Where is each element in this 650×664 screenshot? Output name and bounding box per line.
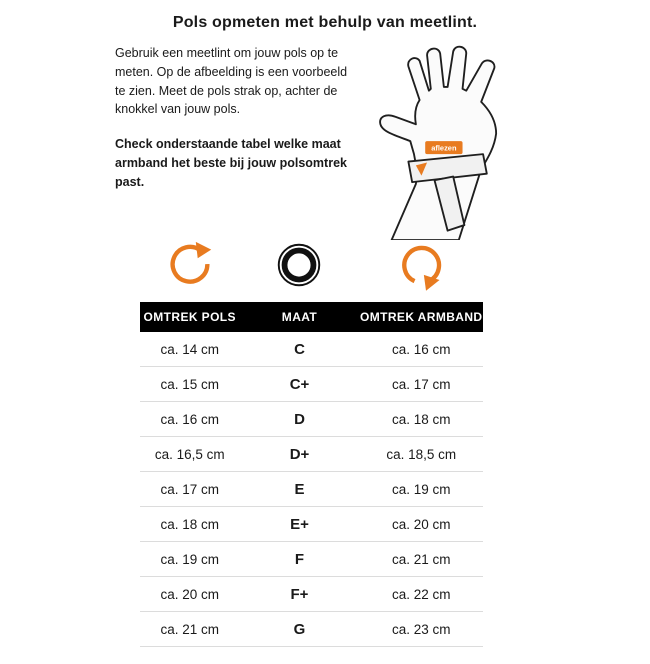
table-cell: D [294, 410, 305, 428]
table-cell: F+ [290, 585, 309, 603]
table-cell: ca. 22 cm [391, 586, 451, 602]
intro-paragraph-bold: Check onderstaande tabel welke maat armband het beste bij jouw polsomtrek past. [115, 137, 347, 189]
table-cell: F [294, 550, 305, 568]
table-cell: G [293, 620, 306, 638]
size-table-header [140, 302, 483, 332]
header-omtrek-armband: OMTREK ARMBAND [360, 310, 483, 324]
wrist-measurement-illustration [361, 44, 551, 240]
header-omtrek-pols: OMTREK POLS [143, 310, 236, 324]
table-row [140, 612, 483, 647]
table-row [140, 402, 483, 437]
table-cell: ca. 15 cm [160, 376, 219, 392]
header-maat: MAAT [281, 310, 318, 324]
table-row [140, 332, 483, 367]
table-cell: ca. 17 cm [160, 481, 219, 497]
measure-wrist-icon [163, 238, 217, 292]
table-cell: ca. 21 cm [391, 551, 451, 567]
size-table [140, 302, 483, 647]
table-cell: ca. 19 cm [391, 481, 451, 497]
table-cell: ca. 18 cm [160, 516, 219, 532]
table-row [140, 507, 483, 542]
table-cell: ca. 18 cm [391, 411, 451, 427]
measure-bracelet-icon [394, 238, 448, 292]
table-cell: ca. 20 cm [391, 516, 451, 532]
table-row [140, 367, 483, 402]
table-row [140, 472, 483, 507]
table-row [140, 437, 483, 472]
table-cell: ca. 16 cm [160, 411, 219, 427]
icons-row [140, 236, 483, 294]
table-cell: ca. 17 cm [391, 376, 451, 392]
table-cell: ca. 21 cm [160, 621, 219, 637]
table-cell: ca. 18,5 cm [386, 446, 457, 462]
size-table-body [140, 332, 483, 647]
table-row [140, 577, 483, 612]
tape-label-text: aflezen [431, 143, 457, 153]
intro-section [0, 32, 650, 232]
bracelet-icon [272, 238, 326, 292]
intro-text [115, 44, 355, 191]
table-row [140, 542, 483, 577]
table-cell: ca. 16 cm [391, 341, 451, 357]
table-cell: ca. 23 cm [391, 621, 451, 637]
table-cell: D+ [289, 445, 310, 463]
table-cell: ca. 16,5 cm [154, 446, 225, 462]
intro-paragraph: Gebruik een meetlint om jouw pols op te meten. Op de afbeelding is een voorbeeld te zien. Meet de pols strak op, achter de knokkel van jouw pols. [115, 46, 348, 117]
table-cell: C [294, 340, 305, 358]
page-title: Pols opmeten met behulp van meetlint. [172, 14, 478, 31]
table-cell: ca. 14 cm [160, 341, 219, 357]
table-cell: C+ [289, 375, 310, 393]
table-cell: E+ [290, 515, 309, 533]
table-cell: E [294, 480, 305, 498]
table-cell: ca. 19 cm [160, 551, 219, 567]
table-cell: ca. 20 cm [160, 586, 219, 602]
size-guide-page [0, 14, 650, 664]
